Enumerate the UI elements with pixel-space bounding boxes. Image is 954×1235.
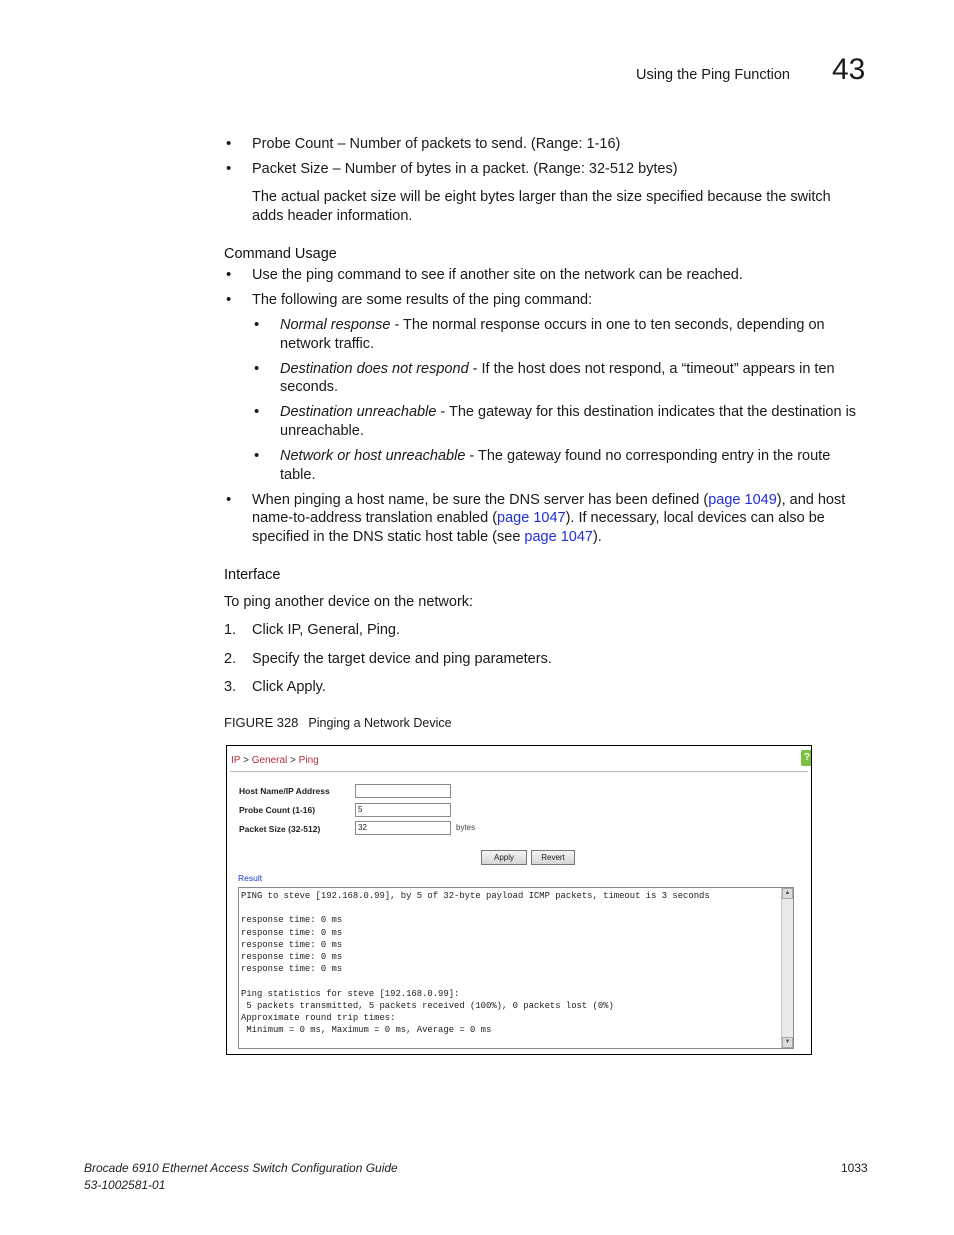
text: - The gateway for this destination indicates that the destination is (436, 404, 857, 420)
text: ), and host (776, 492, 846, 508)
chapter-number: 43 (832, 53, 866, 86)
breadcrumb (231, 755, 319, 766)
term-probe-count: Probe Count (252, 136, 334, 152)
list-item (252, 160, 678, 179)
list-item (252, 491, 845, 510)
page-link[interactable]: page 1049 (708, 492, 777, 508)
breadcrumb-separator: > (243, 755, 249, 766)
result-term: Network or host unreachable (280, 448, 466, 464)
step-text: Click IP, General, Ping. (252, 622, 401, 638)
text: command: (520, 292, 593, 308)
text: name-to-address translation enabled ( (252, 510, 498, 526)
text: - The normal response occurs in one to ten seconds, depending on (390, 317, 825, 333)
probe-count-input[interactable]: 5 (355, 803, 451, 817)
result-term: Normal response (280, 317, 391, 333)
result-textarea[interactable] (238, 887, 794, 1049)
bullet-icon: • (254, 447, 260, 464)
section-heading-command-usage: Command Usage (224, 246, 337, 262)
footer-page-number: 1033 (841, 1161, 868, 1175)
scroll-down-icon[interactable]: ▼ (782, 1037, 793, 1048)
text: ). If necessary, local devices can also be (565, 510, 825, 526)
probe-count-label: Probe Count (1-16) (239, 805, 316, 815)
bullet-icon: • (254, 316, 260, 333)
bullet-icon: • (226, 160, 232, 177)
list-item (252, 135, 620, 154)
sub-list-item (280, 360, 835, 379)
text: When pinging a host name, be sure the DNS server has been defined ( (252, 492, 709, 508)
breadcrumb-general[interactable]: General (251, 755, 288, 766)
text: ). (592, 529, 602, 545)
bullet-icon: • (254, 403, 260, 420)
sub-list-item-cont: unreachable. (280, 423, 364, 439)
revert-button[interactable]: Revert (531, 850, 575, 865)
footer-doc-title: Brocade 6910 Ethernet Access Switch Configuration Guide (84, 1161, 398, 1175)
sub-list-item (280, 316, 825, 335)
step-number: 1. (224, 622, 237, 638)
host-name-input[interactable] (355, 784, 451, 798)
packet-size-input[interactable]: 32 (355, 821, 451, 835)
sub-list-item-cont: seconds. (280, 379, 339, 395)
result-output: PING to steve [192.168.0.99], by 5 of 32-byte payload ICMP packets, timeout is 3 seconds response time: 0 ms response time: 0 ms response time: 0 ms response time: 0 ms response time: 0 ms Ping statistics for steve [192.168.0.99]: 5 packets transmitted, 5 packets received (100%), 0 packets lost (0%) Approximate round trip times: Minimum = 0 ms, Maximum = 0 ms, Average = 0 ms (241, 891, 710, 1036)
host-name-label: Host Name/IP Address (239, 786, 330, 796)
units-label: bytes (456, 823, 476, 832)
page-link[interactable]: page 1047 (497, 510, 566, 526)
list-item-cont (252, 528, 602, 547)
divider (230, 771, 808, 772)
help-icon[interactable]: ? (801, 750, 812, 766)
step-text: Specify the target device and ping parameters. (252, 651, 552, 667)
text: The following are some results of the (252, 292, 493, 308)
bullet-icon: • (226, 135, 232, 152)
step-text: Click Apply. (252, 679, 326, 695)
list-item-cont (252, 509, 825, 528)
figure-caption (224, 715, 452, 730)
interface-intro: To ping another device on the network: (224, 594, 474, 610)
text: - The gateway found no corresponding entry in the route (465, 448, 831, 464)
section-heading-interface: Interface (224, 567, 281, 583)
result-term: Destination does not respond (280, 361, 469, 377)
running-header-title: Using the Ping Function (636, 67, 790, 83)
text: specified in the DNS static host table (see (252, 529, 525, 545)
step-number: 3. (224, 679, 237, 695)
breadcrumb-separator: > (290, 755, 296, 766)
figure-screenshot (226, 745, 812, 1055)
bullet-icon: • (226, 491, 232, 508)
sub-list-item-cont: network traffic. (280, 336, 375, 352)
breadcrumb-ping[interactable]: Ping (298, 755, 319, 766)
scrollbar[interactable] (781, 888, 793, 1048)
packet-size-label: Packet Size (32-512) (239, 824, 321, 834)
result-term: Destination unreachable (280, 404, 437, 420)
packet-note-line: adds header information. (252, 208, 413, 224)
sub-list-item-cont: table. (280, 467, 316, 483)
scroll-up-icon[interactable]: ▲ (782, 888, 793, 899)
list-item (252, 291, 592, 310)
bullet-icon: • (226, 291, 232, 308)
term-description: – Number of packets to send. (Range: 1-16) (333, 136, 621, 152)
figure-title: Pinging a Network Device (308, 716, 452, 730)
command-name: ping (492, 292, 521, 308)
page-link[interactable]: page 1047 (524, 529, 593, 545)
sub-list-item (280, 447, 830, 466)
term-packet-size: Packet Size (252, 161, 329, 177)
list-item: Use the ping command to see if another site on the network can be reached. (252, 267, 743, 283)
breadcrumb-ip[interactable]: IP (231, 755, 241, 766)
bullet-icon: • (254, 360, 260, 377)
term-description: – Number of bytes in a packet. (Range: 32-512 bytes) (328, 161, 678, 177)
packet-note-line: The actual packet size will be eight bytes larger than the size specified because the switch (252, 189, 831, 205)
apply-button[interactable]: Apply (481, 850, 527, 865)
result-label: Result (238, 873, 263, 883)
sub-list-item (280, 403, 856, 422)
footer-doc-number: 53-1002581-01 (84, 1178, 166, 1192)
bullet-icon: • (226, 266, 232, 283)
text: - If the host does not respond, a “timeout” appears in ten (468, 361, 835, 377)
step-number: 2. (224, 651, 237, 667)
figure-label: FIGURE 328 (224, 715, 299, 730)
